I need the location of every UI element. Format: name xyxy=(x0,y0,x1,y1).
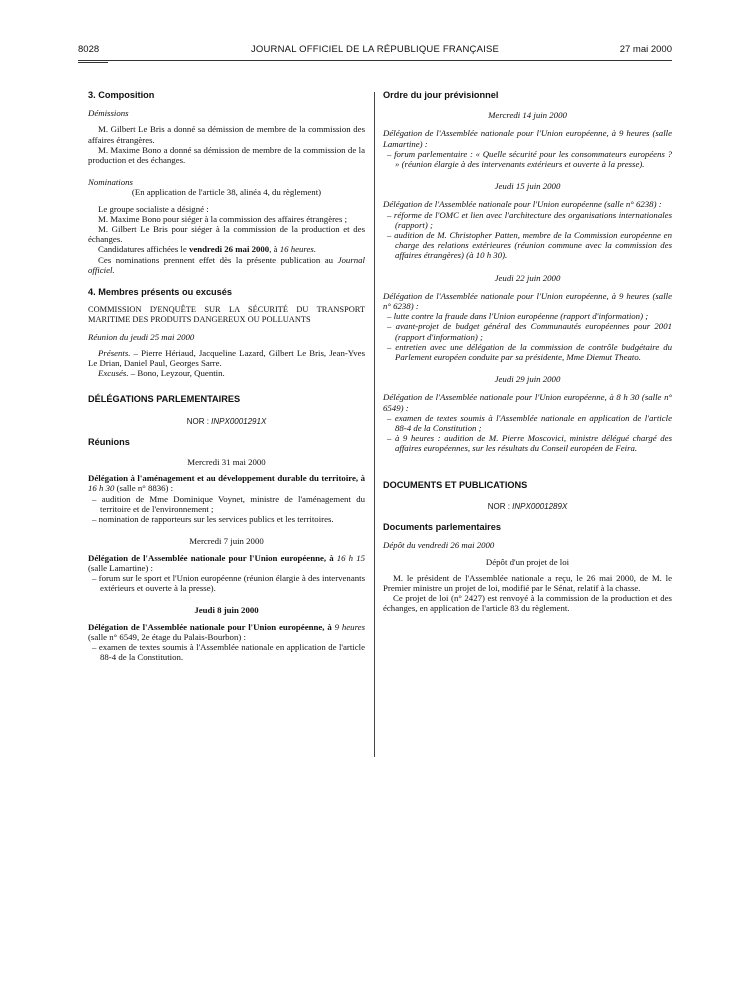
d1-item-1: – audition de Mme Dominique Voynet, ministre de l'aménagement du territoire et de l'environnement ; xyxy=(92,493,365,514)
delegations-nor: NOR : INPX0001291X xyxy=(186,416,267,426)
d3-item-1: – examen de textes soumis à l'Assemblée nationale en application de l'article 88-4 de la Constitution. xyxy=(92,641,365,663)
column-separator xyxy=(374,92,375,757)
j2-item-1: – réforme de l'OMC et lien avec l'architecture des organisations internationales (rapport) ; xyxy=(387,209,672,230)
j1-item-1: – forum parlementaire : « Quelle sécurité pour les consommateurs européens ? » (réunion élargie à des intervenants extérieurs et ouverte à la presse). xyxy=(387,148,672,170)
depot-paragraph-2: Ce projet de loi (n° 2427) est renvoyé à la commission de la production et des échanges, en application de l'article 83 du règlement. xyxy=(383,593,672,614)
nominations-title: Nominations xyxy=(88,177,133,188)
d2-item-1: – forum sur le sport et l'Union européenne (réunion élargie à des intervenants extérieurs et ouverte à la presse). xyxy=(92,572,365,594)
reunion-date: Réunion du jeudi 25 mai 2000 xyxy=(88,331,195,342)
composition-heading: 3. Composition xyxy=(88,90,155,100)
j2-title: Délégation de l'Assemblée nationale pour l'Union européenne (salle n° 6238) : xyxy=(383,199,662,210)
d3-date: Jeudi 8 juin 2000 xyxy=(194,605,259,616)
j2-date: Jeudi 15 juin 2000 xyxy=(494,181,561,192)
j3-date: Jeudi 22 juin 2000 xyxy=(494,272,561,283)
d1-item-2: – nomination de rapporteurs sur les services publics et les territoires. xyxy=(92,514,334,525)
d2-title: Délégation de l'Assemblée nationale pour l'Union européenne, à 16 h 15 (salle Lamartine) : xyxy=(88,552,366,573)
j3-title: Délégation de l'Assemblée nationale pour l'Union européenne, à 9 heures (salle n° 6238) : xyxy=(383,290,672,312)
j2-item-2: – audition de M. Christopher Patten, membre de la Commission européenne en charge des relations extérieures (réunion commune avec la commission des affaires étrangères) (à 10 h 30). xyxy=(387,230,672,261)
j3-item-3: – entretien avec une délégation de la commission de contrôle budgétaire du Parlement européen conduite par sa présidente, Mme Diemut Theato. xyxy=(387,341,672,363)
nominations-ref: (En application de l'article 38, alinéa 4, du règlement) xyxy=(131,187,322,198)
demission-2: M. Maxime Bono a donné sa démission de membre de la commission de la production et des échanges. xyxy=(88,144,365,166)
d3-title: Délégation de l'Assemblée nationale pour l'Union européenne, à 9 heures (salle n° 6549, 2e étage du Palais-Bourbon) : xyxy=(88,621,365,642)
j4-title: Délégation de l'Assemblée nationale pour l'Union européenne, à 8 h 30 (salle n° 6549) : xyxy=(383,392,672,413)
right-column xyxy=(383,90,672,614)
d1-title: Délégation à l'aménagement et au développement durable du territoire, à 16 h 30 (salle n° 8836) : xyxy=(88,473,365,494)
nomination-1: M. Maxime Bono pour siéger à la commission des affaires étrangères ; xyxy=(98,213,348,224)
documents-sub: Documents parlementaires xyxy=(383,522,501,533)
header-rule-short xyxy=(78,62,108,63)
documents-heading: DOCUMENTS ET PUBLICATIONS xyxy=(383,479,528,490)
depot-paragraph-1: M. le président de l'Assemblée nationale a reçu, le 26 mai 2000, de M. le Premier ministre un projet de loi, modifié par le Sénat, relatif à la chasse. xyxy=(383,572,672,593)
nomination-2: M. Gilbert Le Bris pour siéger à la commission de la production et des échanges. xyxy=(88,224,365,245)
j3-item-1: – lutte contre la fraude dans l'Union européenne (rapport d'information) ; xyxy=(387,311,649,322)
page-number: 8028 xyxy=(78,44,100,55)
left-column xyxy=(88,90,365,662)
depot-date: Dépôt du vendredi 26 mai 2000 xyxy=(383,540,495,551)
j4-date: Jeudi 29 juin 2000 xyxy=(494,374,561,385)
issue-date: 27 mai 2000 xyxy=(619,44,672,55)
delegations-heading: DÉLÉGATIONS PARLEMENTAIRES xyxy=(88,394,241,405)
demissions-title: Démissions xyxy=(88,108,129,119)
demission-1: M. Gilbert Le Bris a donné sa démission de membre de la commission des affaires étrangères. xyxy=(88,124,365,145)
groupe-designation: Le groupe socialiste a désigné : xyxy=(98,203,209,214)
documents-nor: NOR : INPX0001289X xyxy=(487,501,568,511)
journal-title: JOURNAL OFFICIEL DE LA RÉPUBLIQUE FRANÇAISE xyxy=(250,44,500,55)
depot-loi: Dépôt d'un projet de loi xyxy=(485,556,570,567)
excuses: Excusés. – Bono, Leyzour, Quentin. xyxy=(98,368,225,379)
presents: Présents. – Pierre Hériaud, Jacqueline Lazard, Gilbert Le Bris, Jean-Yves Le Drian, Daniel Paul, Georges Sarre. xyxy=(88,347,365,369)
j4-item-2: – à 9 heures : audition de M. Pierre Moscovici, ministre délégué chargé des affaires européennes, sur les résultats du Conseil européen de Feira. xyxy=(387,433,672,454)
j1-title: Délégation de l'Assemblée nationale pour l'Union européenne, à 9 heures (salle Lamartine) : xyxy=(383,128,672,149)
commission-name: COMMISSION D'ENQUÊTE SUR LA SÉCURITÉ DU TRANSPORT MARITIME DES PRODUITS DANGEREUX OU POLLUANTS xyxy=(88,305,365,325)
j1-date: Mercredi 14 juin 2000 xyxy=(488,110,567,121)
j4-item-1: – examen de textes soumis à l'Assemblée nationale en application de l'article 88-4 de la Constitution ; xyxy=(387,412,672,434)
reunions-heading: Réunions xyxy=(88,436,130,447)
header-rule xyxy=(78,60,672,61)
d1-date: Mercredi 31 mai 2000 xyxy=(187,457,266,468)
j3-item-2: – avant-projet de budget général des Communautés européennes pour 2001 (rapport d'information) ; xyxy=(387,321,672,342)
membres-heading: 4. Membres présents ou excusés xyxy=(88,287,233,298)
candidatures: Candidatures affichées le vendredi 26 mai 2000, à 16 heures. xyxy=(98,244,317,255)
ordre-heading: Ordre du jour prévisionnel xyxy=(383,90,499,100)
d2-date: Mercredi 7 juin 2000 xyxy=(189,536,264,547)
nominations-effet: Ces nominations prennent effet dès la présente publication au Journal officiel. xyxy=(88,254,365,275)
